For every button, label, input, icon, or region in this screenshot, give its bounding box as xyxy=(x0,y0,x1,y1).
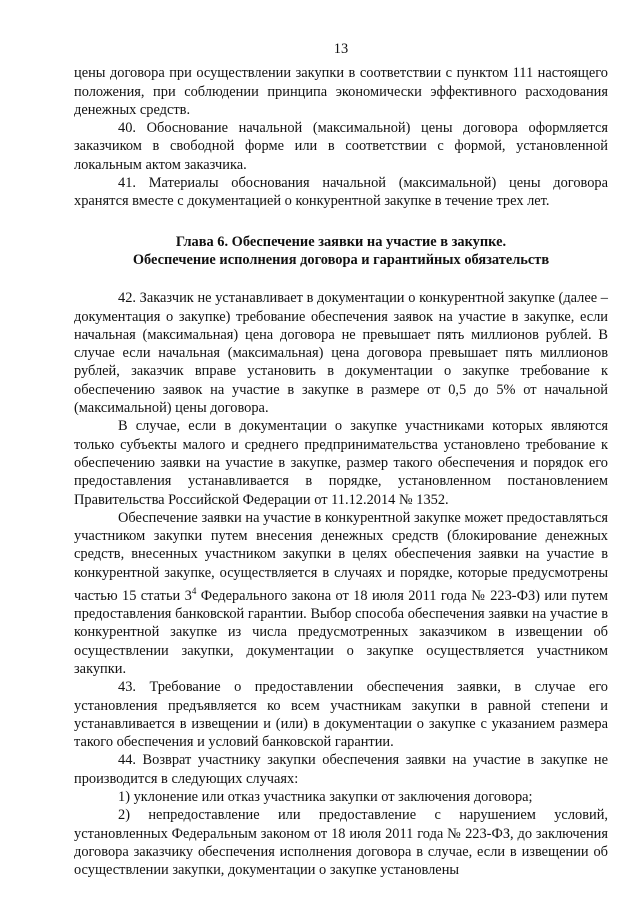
paragraph-44-item-1: 1) уклонение или отказ участника закупки от заключения договора; xyxy=(118,789,533,806)
paragraph-42-small-business: В случае, если в документации о закупке участниками которых являются только субъекты малого и среднего предпринимательства установлено требование к обеспечению заявки на участие в закупке, размер такого обеспечения и порядок его предоставления устанавливается в порядке, установленном постановлением Правительства Российской Федерации от 11.12.2014 № 1352. xyxy=(74,418,608,508)
paragraph-39-continuation: цены договора при осуществлении закупки в соответствии с пунктом 111 настоящего положения, при соблюдении принципа экономически эффективного расходования денежных средств. xyxy=(74,65,608,118)
paragraph-43: 43. Требование о предоставлении обеспечения заявки, в случае его установления предъявляется ко всем участникам закупки в равной степени и устанавливается в извещении и (или) в документации о закупке с указанием размера такого обеспечения и условий банковской гарантии. xyxy=(74,679,608,751)
paragraph-41: 41. Материалы обоснования начальной (максимальной) цены договора хранятся вместе с документацией о конкурентной закупке в течение трех лет. xyxy=(74,175,608,210)
paragraph-44-item-2: 2) непредоставление или предоставление с нарушением условий, установленных Федеральным законом от 18 июля 2011 года № 223-ФЗ, до заключения договора заказчику обеспечения исполнения договора в случае, если в извещении об осуществлении закупки, документации о закупке установлены xyxy=(74,807,608,879)
superscript-article-number: 4 xyxy=(191,586,197,597)
page-number: 13 xyxy=(333,41,349,57)
paragraph-42-security-method xyxy=(74,509,608,678)
document-page xyxy=(74,40,608,880)
paragraph-44: 44. Возврат участнику закупки обеспечения заявки на участие в закупке не производится в следующих случаях: xyxy=(74,752,608,787)
paragraph-42c-text-continued: Федерального закона от 18 июля 2011 года № 223-ФЗ) или путем предоставления банковской гарантии. Выбор способа обеспечения заявки на участие в конкурентной закупке из числа предусмотренных заказчиком в извещении об осуществлении закупки, документации о закупке осуществляется участником закупки. xyxy=(74,587,609,677)
chapter-title-line-1: Глава 6. Обеспечение заявки на участие в закупке. xyxy=(175,233,507,250)
paragraph-42: 42. Заказчик не устанавливает в документации о конкурентной закупке (далее – документация о закупке) требование обеспечения заявок на участие в закупке, если начальная (максимальная) цена договора не превышает пять миллионов рублей. В случае если начальная (максимальная) цена договора превышает пять миллионов рублей, заказчик вправе установить в документации о закупке требование к обеспечению заявок на участие в закупке в размере от 0,5 до 5% от начальной (максимальной) цены договора. xyxy=(74,290,608,417)
paragraph-40: 40. Обоснование начальной (максимальной) цены договора оформляется заказчиком в свободной форме или в соответствии с формой, установленной локальным актом заказчика. xyxy=(74,120,608,173)
paragraph-42c-text: Обеспечение заявки на участие в конкурентной закупке может предоставляться участником закупки путем внесения денежных средств (блокирование денежных средств, внесенных участником закупки в целях обеспечения заявки на участие в конкурентной закупке, осуществляется в случаях и порядке, которые предусмотрены частью 15 статьи 3 xyxy=(74,509,608,604)
chapter-title-line-2: Обеспечение исполнения договора и гарантийных обязательств xyxy=(132,251,550,268)
